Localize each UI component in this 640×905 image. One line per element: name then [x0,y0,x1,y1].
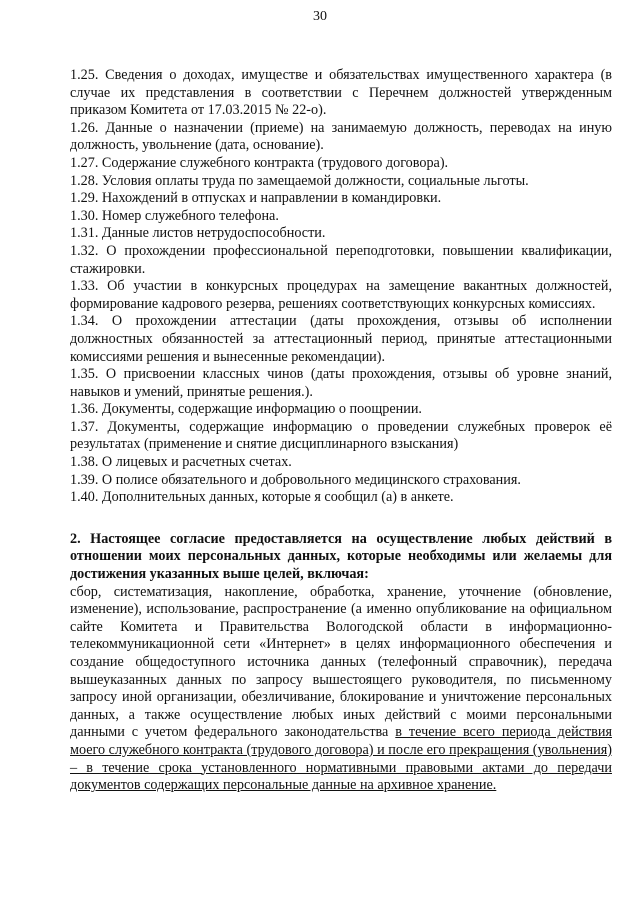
list-item-1-34: 1.34. О прохождении аттестации (даты прохождения, отзывы об исполнении должностных обязанностей за аттестационный период, принятые аттестационными комиссиями решения и вынесенные рекомендации). [70,313,612,365]
list-item-1-38: 1.38. О лицевых и расчетных счетах. [70,454,292,471]
list-item-1-39: 1.39. О полисе обязательного и добровольного медицинского страхования. [70,471,521,488]
list-item-1-28: 1.28. Условия оплаты труда по замещаемой должности, социальные льготы. [70,172,529,189]
list-item-1-35: 1.35. О присвоении классных чинов (даты прохождения, отзывы об уровне знаний, навыков и умений, принятые решения.). [70,366,612,400]
list-item-1-25: 1.25. Сведения о доходах, имуществе и обязательствах имущественного характера (в случае их представления в соответствии с Перечнем должностей утвержденным приказом Комитета от 17.03.2015 № 22-о). [70,67,612,119]
list-item-1-36: 1.36. Документы, содержащие информацию о поощрении. [70,401,422,418]
section-2-body [70,584,612,795]
section-2-body-text: сбор, систематизация, накопление, обработка, хранение, уточнение (обновление, изменение), использование, распространение (а именно опубликование на официальном сайте Комитета и Правительства Вологодской области в информационно-телекоммуникационной сети «Интернет» в целях информационного обеспечения и создание общедоступного источника данных (телефонный справочник), передача вышеуказанных данных по запросу вышестоящего руководителя, по письменному запросу иной организации, обезличивание, блокирование и уничтожение персональных данных, а также осуществление любых иных действий с моими персональными данными с учетом федерального законодательства [70,583,612,741]
list-item-1-30: 1.30. Номер служебного телефона. [70,207,279,224]
list-item-1-26: 1.26. Данные о назначении (приеме) на занимаемую должность, переводах на иную должность, увольнение (дата, основание). [70,119,612,154]
list-item-1-32: 1.32. О прохождении профессиональной переподготовки, повышении квалификации, стажировки. [70,242,612,277]
list-item-1-27: 1.27. Содержание служебного контракта (трудового договора). [70,154,449,171]
section-2-underlined-text: в течение всего периода действия моего служебного контракта (трудового договора) и после его прекращения (увольнения) – в течение срока установленного нормативными правовыми актами до передачи документов содержащих персональные данные на архивное хранение. [70,724,612,794]
document-body [70,67,612,795]
list-item-1-37: 1.37. Документы, содержащие информацию о проведении служебных проверок её результатах (применение и снятие дисциплинарного взыскания) [70,418,612,453]
section-2-heading: 2. Настоящее согласие предоставляется на осуществление любых действий в отношении моих персональных данных, которые необходимы или желаемы для достижения указанных выше целей, включая: [70,530,612,583]
list-item-1-31: 1.31. Данные листов нетрудоспособности. [70,225,326,242]
list-item-1-40: 1.40. Дополнительных данных, которые я сообщил (а) в анкете. [70,489,454,506]
list-item-1-33: 1.33. Об участии в конкурсных процедурах на замещение вакантных должностей, формирование кадрового резерва, решениях соответствующих конкурсных комиссиях. [70,278,612,312]
list-item-1-29: 1.29. Нахождений в отпусках и направлении в командировки. [70,190,442,207]
page-number: 30 [313,9,327,24]
